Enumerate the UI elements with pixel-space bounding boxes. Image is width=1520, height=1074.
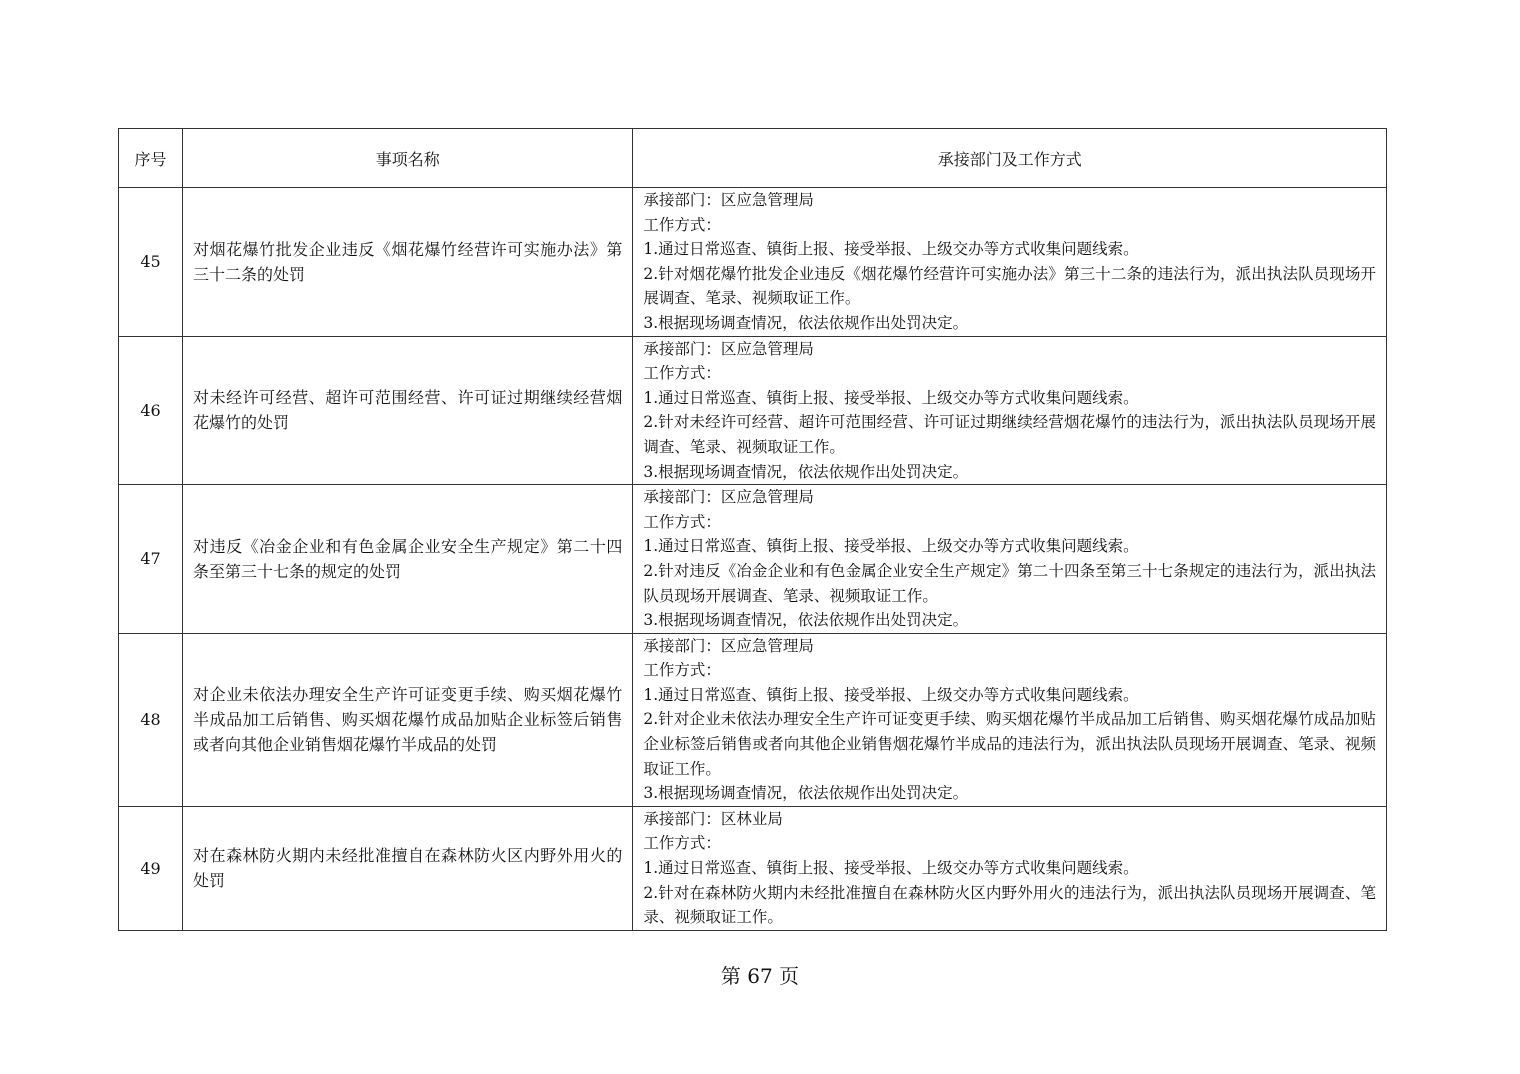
item-name: 对企业未依法办理安全生产许可证变更手续、购买烟花爆竹半成品加工后销售、购买烟花爆竹成品加贴企业标签后销售或者向其他企业销售烟花爆竹半成品的处罚 (183, 633, 633, 806)
method-label: 工作方式： (643, 834, 721, 853)
dept-line: 承接部门：区应急管理局 (643, 488, 814, 507)
table-row (119, 336, 1387, 485)
row-number: 48 (119, 633, 183, 806)
method-label: 工作方式： (643, 661, 721, 680)
method-step: 1.通过日常巡查、镇街上报、接受举报、上级交办等方式收集问题线索。 (643, 537, 1139, 556)
method-step: 3.根据现场调查情况，依法依规作出处罚决定。 (643, 462, 969, 481)
dept-and-method (633, 806, 1387, 930)
row-number: 45 (119, 188, 183, 337)
item-name: 对在森林防火期内未经批准擅自在森林防火区内野外用火的处罚 (183, 806, 633, 930)
header-name: 事项名称 (183, 129, 633, 188)
dept-line: 承接部门：区林业局 (643, 809, 783, 828)
method-step: 3.根据现场调查情况，依法依规作出处罚决定。 (643, 611, 969, 630)
dept-line: 承接部门：区应急管理局 (643, 191, 814, 209)
method-step: 2.针对企业未依法办理安全生产许可证变更手续、购买烟花爆竹半成品加工后销售、购买烟花爆竹成品加贴企业标签后销售或者向其他企业销售烟花爆竹半成品的违法行为，派出执法队员现场开展调查、笔录、视频取证工作。 (643, 710, 1376, 778)
dept-and-method (633, 485, 1387, 634)
table-header-row (119, 129, 1387, 188)
table-row (119, 485, 1387, 634)
page-number: 第 67 页 (720, 964, 800, 988)
item-name: 对烟花爆竹批发企业违反《烟花爆竹经营许可实施办法》第三十二条的处罚 (183, 188, 633, 337)
method-step: 2.针对违反《冶金企业和有色金属企业安全生产规定》第二十四条至第三十七条规定的违法行为，派出执法队员现场开展调查、笔录、视频取证工作。 (643, 561, 1376, 605)
method-step: 1.通过日常巡查、镇街上报、接受举报、上级交办等方式收集问题线索。 (643, 388, 1139, 407)
method-step: 2.针对未经许可经营、超许可范围经营、许可证过期继续经营烟花爆竹的违法行为，派出执法队员现场开展调查、笔录、视频取证工作。 (643, 413, 1376, 456)
row-number: 49 (119, 806, 183, 930)
measures-table (118, 128, 1387, 931)
dept-and-method (633, 336, 1387, 485)
method-step: 3.根据现场调查情况，依法依规作出处罚决定。 (643, 313, 969, 332)
method-step: 1.通过日常巡查、镇街上报、接受举报、上级交办等方式收集问题线索。 (643, 240, 1139, 259)
table-row (119, 633, 1387, 806)
method-step: 2.针对在森林防火期内未经批准擅自在森林防火区内野外用火的违法行为，派出执法队员现场开展调查、笔录、视频取证工作。 (643, 883, 1376, 927)
row-number: 46 (119, 336, 183, 485)
header-dept: 承接部门及工作方式 (633, 129, 1387, 188)
table-row (119, 188, 1387, 337)
table-row (119, 806, 1387, 930)
method-step: 2.针对烟花爆竹批发企业违反《烟花爆竹经营许可实施办法》第三十二条的违法行为，派出执法队员现场开展调查、笔录、视频取证工作。 (643, 264, 1376, 308)
method-label: 工作方式： (643, 512, 721, 531)
header-no: 序号 (119, 129, 183, 188)
dept-line: 承接部门：区应急管理局 (643, 636, 814, 655)
item-name: 对未经许可经营、超许可范围经营、许可证过期继续经营烟花爆竹的处罚 (183, 336, 633, 485)
method-label: 工作方式： (643, 364, 721, 383)
dept-and-method (633, 633, 1387, 806)
dept-and-method (633, 188, 1387, 337)
item-name: 对违反《冶金企业和有色金属企业安全生产规定》第二十四条至第三十七条的规定的处罚 (183, 485, 633, 634)
row-number: 47 (119, 485, 183, 634)
dept-line: 承接部门：区应急管理局 (643, 339, 814, 358)
method-step: 1.通过日常巡查、镇街上报、接受举报、上级交办等方式收集问题线索。 (643, 685, 1139, 704)
method-step: 1.通过日常巡查、镇街上报、接受举报、上级交办等方式收集问题线索。 (643, 859, 1139, 878)
method-step: 3.根据现场调查情况，依法依规作出处罚决定。 (643, 784, 969, 803)
method-label: 工作方式： (643, 215, 721, 234)
